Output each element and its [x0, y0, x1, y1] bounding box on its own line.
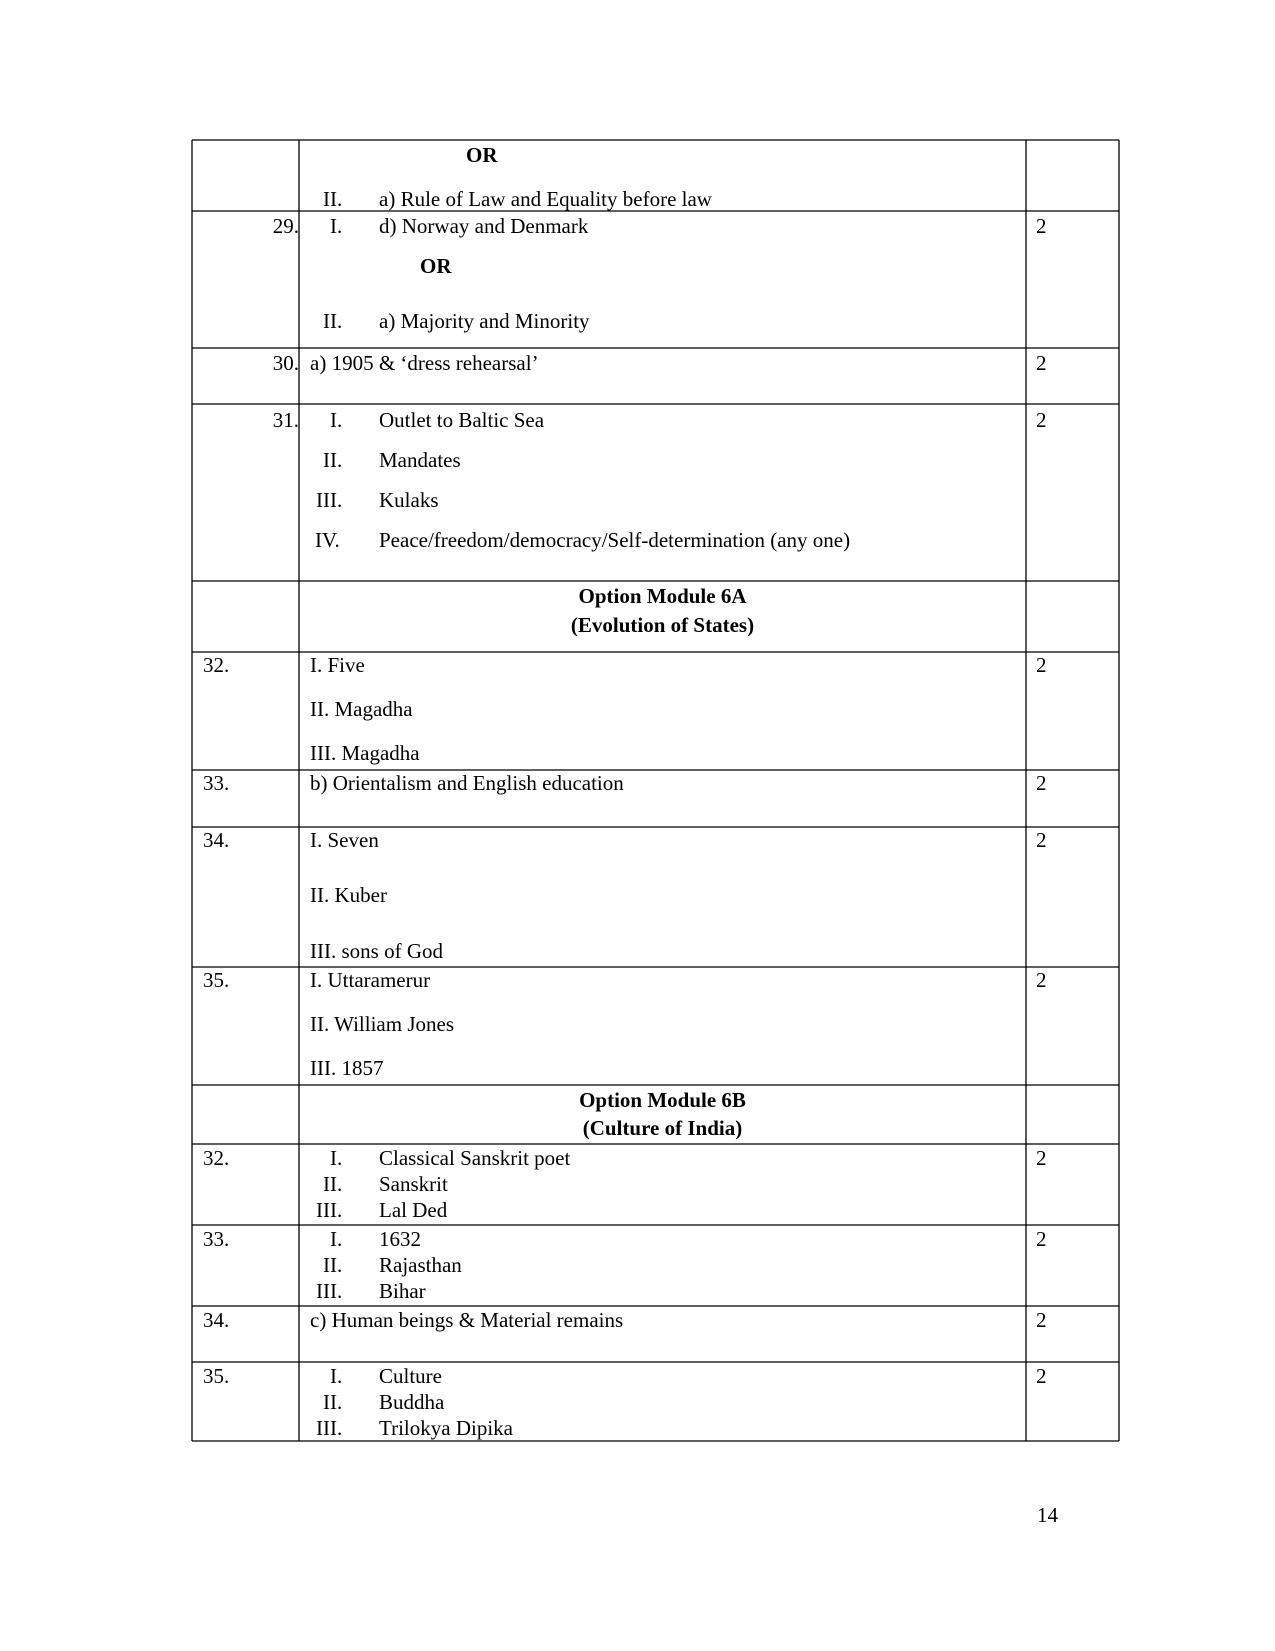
item-number: II.: [323, 448, 343, 472]
item-number: I.: [330, 1227, 343, 1251]
answer-line: III. 1857: [310, 1056, 384, 1080]
answer-line: I. Five: [310, 653, 365, 677]
question-number: 31.: [272, 408, 299, 432]
item-number: I.: [330, 214, 343, 238]
marks: 2: [1036, 408, 1047, 432]
item-number: I.: [330, 408, 343, 432]
marks: 2: [1036, 771, 1047, 795]
question-number: 29.: [272, 214, 299, 238]
item-text: Buddha: [379, 1390, 445, 1414]
item-text: d) Norway and Denmark: [379, 214, 589, 238]
item-text: Mandates: [379, 448, 461, 472]
item-text: Bihar: [379, 1279, 426, 1303]
or-label: OR: [466, 143, 498, 167]
marks: 2: [1036, 828, 1047, 852]
marks: 2: [1036, 1146, 1047, 1170]
item-number: II.: [323, 309, 343, 333]
marks: 2: [1036, 968, 1047, 992]
item-text: Rajasthan: [379, 1253, 462, 1277]
marks: 2: [1036, 1308, 1047, 1332]
item-text: Classical Sanskrit poet: [379, 1146, 571, 1170]
answer-text: b) Orientalism and English education: [310, 771, 624, 795]
or-label: OR: [420, 254, 452, 278]
item-number: III.: [316, 488, 343, 512]
item-number: I.: [330, 1146, 343, 1170]
item-number: IV.: [315, 528, 340, 552]
marks: 2: [1036, 1227, 1047, 1251]
answer-line: III. Magadha: [310, 741, 420, 765]
marks: 2: [1036, 351, 1047, 375]
item-number: II.: [323, 187, 343, 211]
answer-line: II. Kuber: [310, 883, 387, 907]
question-number: 35.: [203, 968, 230, 992]
question-number: 33.: [203, 771, 230, 795]
item-text: Peace/freedom/democracy/Self-determination (any one): [379, 528, 851, 552]
item-text: Culture: [379, 1364, 442, 1388]
item-text: a) Rule of Law and Equality before law: [379, 187, 712, 211]
answer-line: I. Uttaramerur: [310, 968, 431, 992]
question-number: 34.: [203, 828, 230, 852]
answer-line: I. Seven: [310, 828, 379, 852]
question-number: 32.: [203, 1146, 230, 1170]
item-number: III.: [316, 1198, 343, 1222]
answer-line: II. Magadha: [310, 697, 413, 721]
answer-line: III. sons of God: [310, 939, 443, 963]
item-text: Outlet to Baltic Sea: [379, 408, 545, 432]
page-number: 14: [1037, 1503, 1058, 1527]
item-number: II.: [323, 1172, 343, 1196]
question-number: 33.: [203, 1227, 230, 1251]
item-text: Trilokya Dipika: [379, 1416, 513, 1440]
item-text: Kulaks: [379, 488, 439, 512]
item-number: II.: [323, 1390, 343, 1414]
module-heading: Option Module 6B: [579, 1088, 746, 1112]
question-number: 35.: [203, 1364, 230, 1388]
answer-text: a) 1905 & ‘dress rehearsal’: [310, 351, 539, 375]
item-number: III.: [316, 1416, 343, 1440]
answer-line: II. William Jones: [310, 1012, 454, 1036]
marks: 2: [1036, 653, 1047, 677]
marks: 2: [1036, 214, 1047, 238]
item-number: II.: [323, 1253, 343, 1277]
item-text: 1632: [379, 1227, 421, 1251]
question-number: 32.: [203, 653, 230, 677]
marks: 2: [1036, 1364, 1047, 1388]
item-text: Sanskrit: [379, 1172, 448, 1196]
item-text: a) Majority and Minority: [379, 309, 590, 333]
question-number: 30.: [272, 351, 299, 375]
item-text: Lal Ded: [379, 1198, 448, 1222]
question-number: 34.: [203, 1308, 230, 1332]
module-subheading: (Evolution of States): [570, 613, 755, 637]
item-number: I.: [330, 1364, 343, 1388]
module-heading: Option Module 6A: [578, 584, 747, 608]
item-number: III.: [316, 1279, 343, 1303]
module-subheading: (Culture of India): [582, 1116, 743, 1140]
answer-text: c) Human beings & Material remains: [310, 1308, 624, 1332]
